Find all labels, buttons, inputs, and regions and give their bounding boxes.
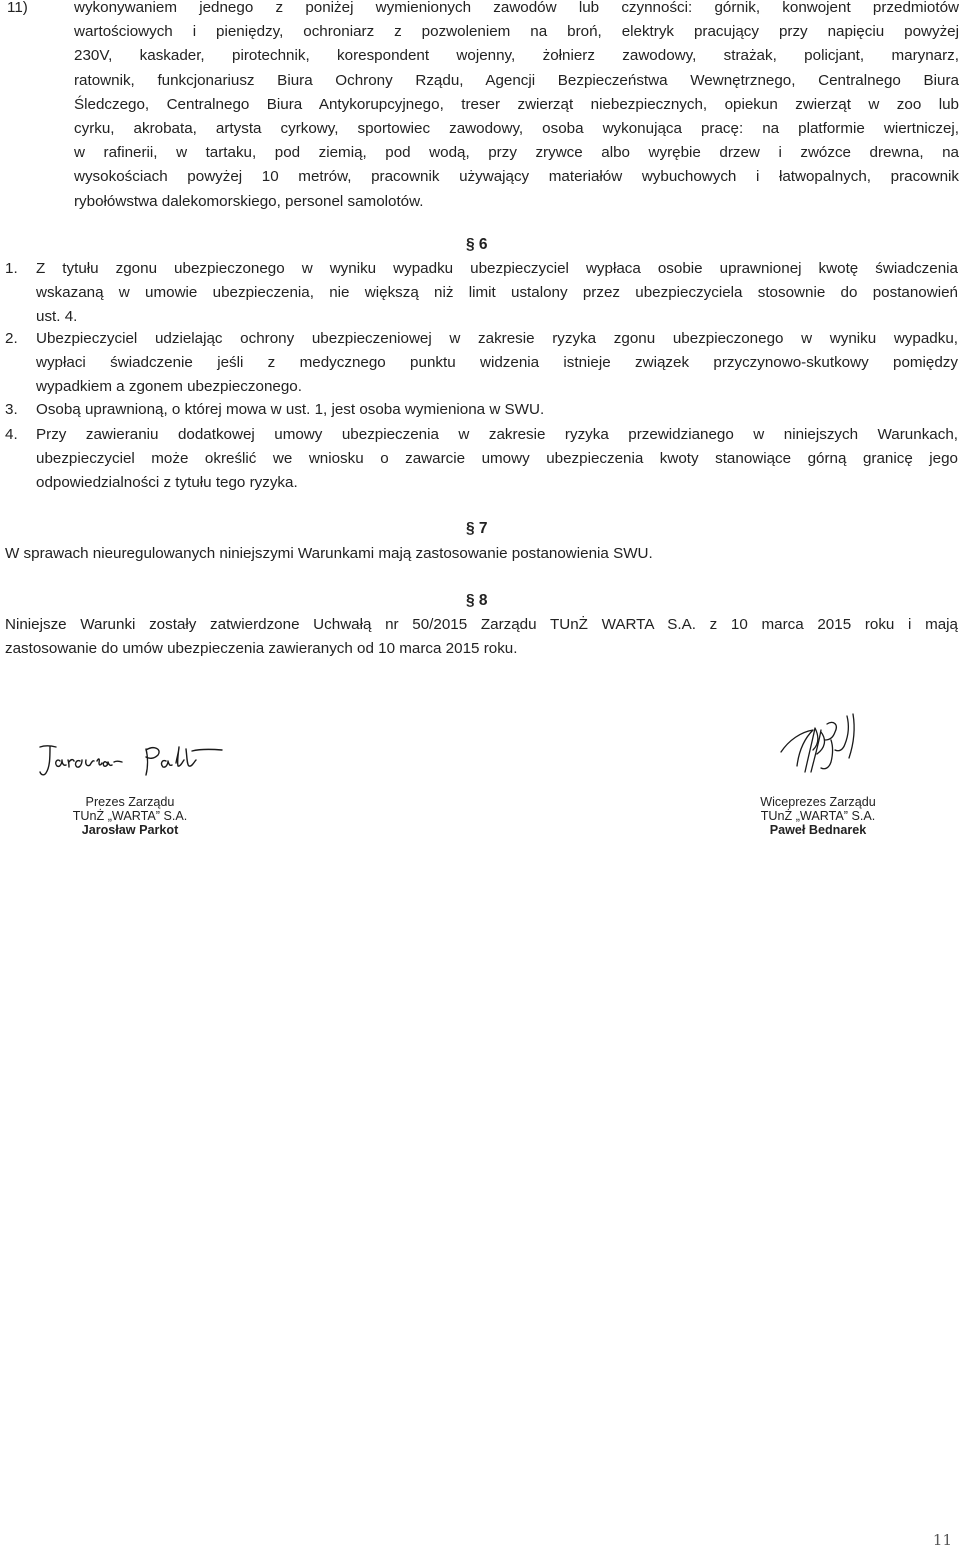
list-item-text bbox=[74, 0, 959, 214]
list-item-number: 11) bbox=[7, 0, 28, 16]
point-number: 2. bbox=[5, 330, 18, 347]
text-line: 230V, kaskader, pirotechnik, korespondent wojenny, żołnierz zawodowy, strażak, policjant, marynarz, bbox=[74, 47, 959, 65]
text-line: Śledczego, Centralnego Biura Antykorupcyjnego, treser zwierząt niebezpiecznych, opiekun zwierząt w zoo lub bbox=[74, 95, 959, 113]
text-line: ubezpieczyciel może określić we wniosku o zawarcie umowy ubezpieczenia kwoty stanowiące górną granicę jego bbox=[36, 450, 958, 468]
section6-point-1 bbox=[5, 257, 958, 330]
text-line: ratownik, funkcjonariusz Biura Ochrony Rządu, Agencji Bezpieczeństwa Wewnętrznego, Centralnego Biura bbox=[74, 71, 959, 89]
text-line: wskazaną w umowie ubezpieczenia, nie większą niż limit ustalony przez ubezpieczyciela stosownie do postanowień bbox=[36, 284, 958, 302]
text-line: Osobą uprawnioną, o której mowa w ust. 1, jest osoba wymieniona w SWU. bbox=[36, 401, 545, 418]
text-line: wykonywaniem jednego z poniżej wymienionych zawodów lub czynności: górnik, konwojent przedmiotów bbox=[74, 0, 959, 16]
list-item-11 bbox=[7, 0, 959, 214]
text-line: cyrku, akrobata, artysta cyrkowy, sportowiec zawodowy, osoba wykonująca pracę: na platformie wiertniczej, bbox=[74, 120, 959, 138]
text-line: Z tytułu zgonu ubezpieczonego w wyniku wypadku ubezpieczyciel wypłaca osobie uprawnionej kwotę świadczenia bbox=[36, 260, 958, 277]
text-line: ust. 4. bbox=[36, 308, 78, 326]
signature-title: Prezes Zarządu bbox=[85, 795, 175, 809]
signature-right bbox=[728, 795, 908, 837]
signature-left bbox=[40, 795, 220, 837]
text-line: W sprawach nieuregulowanych niniejszymi Warunkami mają zastosowanie postanowienia SWU. bbox=[5, 545, 653, 562]
text-line: odpowiedzialności z tytułu tego ryzyka. bbox=[36, 474, 298, 492]
section8-text bbox=[5, 613, 958, 661]
section-heading-7: § 7 bbox=[466, 520, 488, 537]
text-line: wypadkiem a zgonem ubezpieczonego. bbox=[36, 378, 302, 396]
text-line: wysokościach powyżej 10 metrów, pracownik używający materiałów wybuchowych i łatwopalnych, pracownik bbox=[74, 168, 959, 186]
point-number: 1. bbox=[5, 260, 18, 277]
signature-company: TUnŻ „WARTA” S.A. bbox=[72, 809, 188, 823]
point-number: 4. bbox=[5, 426, 18, 443]
text-line: w rafinerii, w tartaku, pod ziemią, pod wodą, przy zrywce albo wyrębie drzew i zwózce drewna, na bbox=[74, 144, 959, 162]
text-line: Przy zawieraniu dodatkowej umowy ubezpieczenia w zakresie ryzyka przewidzianego w niniejszych Warunkach, bbox=[36, 426, 958, 443]
text-line: Niniejsze Warunki zostały zatwierdzone Uchwałą nr 50/2015 Zarządu TUnŻ WARTA S.A. z 10 marca 2015 roku i mają bbox=[5, 616, 958, 633]
page-number: 11 bbox=[932, 1531, 952, 1549]
section6-point-3 bbox=[5, 398, 958, 422]
signature-left-handwriting bbox=[36, 735, 236, 785]
text-line: zastosowanie do umów ubezpieczenia zawieranych od 10 marca 2015 roku. bbox=[5, 640, 518, 658]
text-line: wartościowych i pieniędzy, ochroniarz z pozwoleniem na broń, elektryk pracujący przy napięciu powyżej bbox=[74, 23, 959, 41]
signature-company: TUnŻ „WARTA” S.A. bbox=[760, 809, 876, 823]
section6-point-2 bbox=[5, 327, 958, 400]
section-heading-8: § 8 bbox=[466, 592, 488, 609]
signature-title: Wiceprezes Zarządu bbox=[760, 795, 876, 809]
section7-text bbox=[5, 542, 958, 566]
text-line: rybołówstwa dalekomorskiego, personel samolotów. bbox=[74, 192, 424, 210]
signature-right-handwriting bbox=[775, 710, 865, 785]
text-line: wypłaci świadczenie jeśli z medycznego punktu widzenia istnieje związek przyczynowo-skutkowy pomiędzy bbox=[36, 354, 958, 372]
text-line: Ubezpieczyciel udzielając ochrony ubezpieczeniowej w zakresie ryzyka zgonu ubezpieczonego w wyniku wypadku, bbox=[36, 330, 958, 347]
section6-point-4 bbox=[5, 423, 958, 496]
section-heading-6: § 6 bbox=[466, 236, 488, 253]
signature-name: Paweł Bednarek bbox=[769, 823, 867, 837]
signature-name: Jarosław Parkot bbox=[81, 823, 179, 837]
point-number: 3. bbox=[5, 401, 18, 418]
